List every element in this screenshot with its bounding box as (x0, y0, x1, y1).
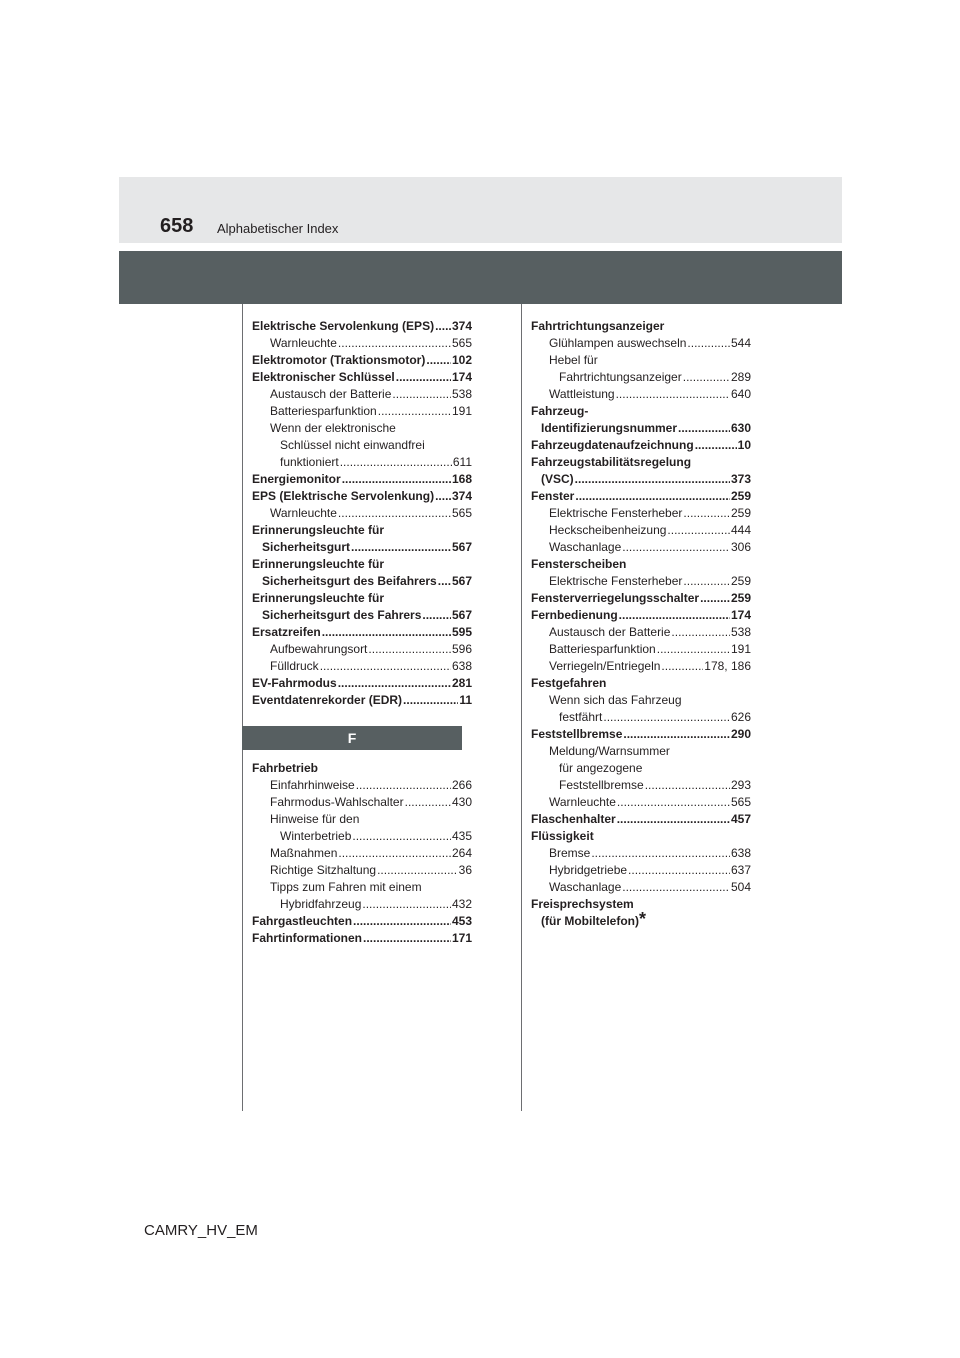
index-entry-page: 565 (451, 336, 472, 350)
index-entry-term: Hebel für (549, 353, 598, 367)
index-entry-page: 259 (730, 574, 751, 588)
index-entry-term: Maßnahmen (270, 846, 338, 860)
dot-leader (353, 913, 451, 930)
index-entry (252, 505, 472, 522)
index-entry-page: 191 (730, 642, 751, 656)
dot-leader (619, 607, 730, 624)
index-entry-term: Freisprechsystem (531, 897, 634, 911)
index-entry-term: Sicherheitsgurt (262, 540, 351, 554)
index-entry-page: 567 (451, 574, 472, 588)
index-entry-page: 567 (451, 540, 472, 554)
index-entry-term: Waschanlage (549, 540, 622, 554)
index-entry (252, 624, 472, 641)
index-entry-page: 174 (451, 370, 472, 384)
index-entry (531, 573, 751, 590)
index-entry (531, 624, 751, 641)
dot-leader (338, 335, 451, 352)
index-entry-page: 168 (451, 472, 472, 486)
right-index-column (531, 318, 751, 930)
index-entry-page: 102 (451, 353, 472, 367)
section-title: Alphabetischer Index (217, 221, 339, 236)
index-entry (531, 556, 751, 573)
index-entry-page: 264 (451, 846, 472, 860)
left-index-column (252, 318, 472, 947)
dot-leader (591, 845, 730, 862)
dot-leader (422, 607, 451, 624)
dot-leader (657, 641, 730, 658)
dark-band (119, 251, 842, 304)
index-entry-page: 638 (730, 846, 751, 860)
dot-leader (661, 658, 703, 675)
dot-leader (435, 318, 451, 335)
index-entry-page: 10 (737, 438, 751, 452)
index-entry (252, 777, 472, 794)
index-entry-term: Heckscheibenheizung (549, 523, 667, 537)
index-entry-term: Winterbetrieb (280, 829, 352, 843)
dot-leader (368, 641, 451, 658)
dot-leader (623, 726, 730, 743)
index-entry-term: Tipps zum Fahren mit einem (270, 880, 422, 894)
index-entry (531, 760, 751, 777)
left-column-rule (242, 304, 243, 1111)
index-entry (252, 845, 472, 862)
index-entry (531, 862, 751, 879)
index-entry: (für Mobiltelefon) * (541, 909, 646, 929)
index-entry-page: 453 (451, 914, 472, 928)
index-entry-term: Bremse (549, 846, 591, 860)
index-entry (252, 828, 472, 845)
index-entry-page: 444 (730, 523, 751, 537)
index-entry-term: EPS (Elektrische Servolenkung) (252, 489, 435, 503)
index-entry (252, 590, 472, 607)
index-entry-term: Ersatzreifen (252, 625, 321, 639)
index-entry-page: 565 (451, 506, 472, 520)
index-entry-term: festfährt (559, 710, 603, 724)
index-entry (531, 590, 751, 607)
dot-leader (622, 879, 730, 896)
index-entry-page: 637 (730, 863, 751, 877)
index-entry (531, 828, 751, 845)
index-entry (252, 896, 472, 913)
index-entry (252, 318, 472, 335)
index-entry-term: Festgefahren (531, 676, 607, 690)
index-entry-term: Richtige Sitzhaltung (270, 863, 377, 877)
middle-column-rule (521, 304, 522, 1111)
index-entry-term: Elektrische Fensterheber (549, 574, 683, 588)
dot-leader (645, 777, 730, 794)
dot-leader (695, 437, 737, 454)
index-entry (252, 573, 472, 590)
index-entry (531, 539, 751, 556)
dot-leader (351, 539, 451, 556)
dot-leader (403, 692, 458, 709)
index-entry-page: 457 (730, 812, 751, 826)
index-entry-term: Wattleistung (549, 387, 615, 401)
dot-leader (435, 488, 451, 505)
index-entry-term: Batteriesparfunktion (549, 642, 656, 656)
index-entry-term: Verriegeln/Entriegeln (549, 659, 661, 673)
dot-leader (700, 590, 730, 607)
index-entry (252, 930, 472, 947)
index-entry-term: Einfahrhinweise (270, 778, 355, 792)
dot-leader (687, 335, 730, 352)
index-entry (252, 862, 472, 879)
index-entry (252, 488, 472, 505)
letter-heading-f: F (242, 726, 462, 750)
dot-leader (616, 386, 730, 403)
dot-leader (396, 369, 451, 386)
index-entry-term: Sicherheitsgurt des Fahrers (262, 608, 422, 622)
index-entry (531, 811, 751, 828)
index-entry-term: Energiemonitor (252, 472, 341, 486)
index-entry-page: 630 (730, 421, 751, 435)
index-entry (531, 641, 751, 658)
index-entry (252, 760, 472, 777)
dot-leader (678, 420, 730, 437)
index-entry-term: Elektromotor (Traktionsmotor) (252, 353, 426, 367)
index-entry-page: 259 (730, 489, 751, 503)
index-entry (252, 794, 472, 811)
index-entry-page: 306 (730, 540, 751, 554)
index-entries-f (252, 760, 472, 947)
dot-leader (338, 505, 451, 522)
index-entry (252, 335, 472, 352)
index-entry-term: EV-Fahrmodus (252, 676, 337, 690)
index-entry-term: Feststellbremse (559, 778, 644, 792)
index-entry (531, 607, 751, 624)
index-entry-term: Hybridfahrzeug (280, 897, 362, 911)
index-entry (531, 522, 751, 539)
index-entry (252, 692, 472, 709)
index-entry-term: Eventdatenrekorder (EDR) (252, 693, 403, 707)
index-entry (531, 675, 751, 692)
dot-leader (671, 624, 730, 641)
index-entry-page: 374 (451, 489, 472, 503)
index-entry (531, 403, 751, 420)
index-entry-page: 374 (451, 319, 472, 333)
index-entry-term: Glühlampen auswechseln (549, 336, 687, 350)
index-entry-page: 596 (451, 642, 472, 656)
index-entry-page: 293 (730, 778, 751, 792)
dot-leader (352, 828, 451, 845)
index-entry-page: 435 (451, 829, 472, 843)
index-entry (531, 454, 751, 471)
dot-leader (320, 658, 451, 675)
index-entry-term: Austausch der Batterie (549, 625, 671, 639)
dot-leader (322, 624, 451, 641)
index-entry-term: Feststellbremse (531, 727, 623, 741)
index-entry (252, 386, 472, 403)
index-entry (252, 522, 472, 539)
dot-leader (378, 403, 451, 420)
index-entry (252, 454, 472, 471)
index-entry (252, 913, 472, 930)
index-entry-term: Waschanlage (549, 880, 622, 894)
index-entry (252, 607, 472, 624)
dot-leader (377, 862, 458, 879)
index-entry (252, 369, 472, 386)
index-entry (252, 403, 472, 420)
page-number: 658 (160, 215, 194, 237)
index-entry-page: 281 (451, 676, 472, 690)
dot-leader (340, 454, 452, 471)
index-entry-page: 626 (730, 710, 751, 724)
dot-leader (362, 896, 451, 913)
index-entry-page: 36 (458, 863, 472, 877)
index-entry (531, 488, 751, 505)
index-entry-term: Erinnerungsleuchte für (252, 557, 385, 571)
index-entry-page: 611 (452, 455, 472, 469)
dot-leader (622, 539, 730, 556)
index-entry-term: Batteriesparfunktion (270, 404, 377, 418)
dot-leader (667, 522, 730, 539)
index-entry-term: Hybridgetriebe (549, 863, 628, 877)
index-entry-page: 259 (730, 591, 751, 605)
index-entry-term: Hinweise für den (270, 812, 360, 826)
index-entry-term: Fensterscheiben (531, 557, 627, 571)
index-entry-term: Fahrtrichtungsanzeiger (531, 319, 665, 333)
index-entry-term: Elektronischer Schlüssel (252, 370, 395, 384)
index-entry (531, 505, 751, 522)
index-entry (531, 335, 751, 352)
index-entry-term: Fülldruck (270, 659, 319, 673)
index-entry (531, 692, 751, 709)
index-entry-page: 11 (459, 693, 472, 707)
index-entry (531, 743, 751, 760)
index-entry (531, 437, 751, 454)
index-entry-page: 640 (730, 387, 751, 401)
index-entry-term: Fahrgastleuchten (252, 914, 353, 928)
index-entry (252, 437, 472, 454)
index-entry (531, 658, 751, 675)
index-entry-term: Fensterverriegelungsschalter (531, 591, 700, 605)
index-entry (252, 352, 472, 369)
index-entry-page: 538 (451, 387, 472, 401)
index-entry (531, 879, 751, 896)
index-entry (252, 811, 472, 828)
index-entry-term: funktioniert (280, 455, 339, 469)
index-entry-term: Fahrmodus-Wahlschalter (270, 795, 404, 809)
index-entry-term: Warnleuchte (270, 336, 337, 350)
dot-leader (683, 369, 730, 386)
index-entry-term: Meldung/Warnsummer (549, 744, 670, 758)
index-entry-page: 544 (730, 336, 751, 350)
index-entry (531, 777, 751, 794)
index-entry-page: 565 (730, 795, 751, 809)
index-entry-term: Fahrtrichtungsanzeiger (559, 370, 682, 384)
index-entry-page: 432 (451, 897, 472, 911)
index-entry-term: Fahrzeugdatenaufzeichnung (531, 438, 694, 452)
index-entry-page: 266 (451, 778, 472, 792)
index-entry-term: (VSC) (541, 472, 574, 486)
dot-leader (628, 862, 730, 879)
index-entry-term: Aufbewahrungsort (270, 642, 368, 656)
dot-leader (392, 386, 451, 403)
index-entry (531, 709, 751, 726)
index-entry-term: Erinnerungsleuchte für (252, 591, 385, 605)
dot-leader (617, 811, 730, 828)
index-entry-term: Schlüssel nicht einwandfrei (280, 438, 425, 452)
index-entry-page: 259 (730, 506, 751, 520)
index-entry (531, 352, 751, 369)
dot-leader (683, 573, 730, 590)
index-entry-term: Warnleuchte (549, 795, 616, 809)
index-entry-page: 178, 186 (704, 659, 751, 673)
index-entry-page: 171 (451, 931, 472, 945)
index-entry-page: 595 (451, 625, 472, 639)
index-entry (252, 556, 472, 573)
index-entry-page: 504 (730, 880, 751, 894)
index-entry (252, 675, 472, 692)
index-entry-page: 538 (730, 625, 751, 639)
index-entry (531, 726, 751, 743)
dot-leader (683, 505, 730, 522)
index-entry-term: Wenn sich das Fahrzeug (549, 693, 682, 707)
dot-leader (575, 488, 730, 505)
index-entry-term: Warnleuchte (270, 506, 337, 520)
index-entry-term: (für Mobiltelefon) (541, 914, 639, 928)
index-entry (252, 879, 472, 896)
index-entry-page: 191 (451, 404, 472, 418)
index-entry-term: Elektrische Servolenkung (EPS) (252, 319, 435, 333)
index-entry-term: Erinnerungsleuchte für (252, 523, 385, 537)
index-entry-page: 289 (730, 370, 751, 384)
index-entry (252, 641, 472, 658)
dot-leader (405, 794, 451, 811)
index-entry-term: Fahrtinformationen (252, 931, 362, 945)
dot-leader (363, 930, 451, 947)
index-entry-term: Flüssigkeit (531, 829, 594, 843)
index-entries-f-continued (531, 318, 751, 930)
dot-leader (603, 709, 730, 726)
dot-leader (575, 471, 730, 488)
index-entry (531, 386, 751, 403)
index-entry-page: 373 (730, 472, 751, 486)
index-entry-term: Wenn der elektronische (270, 421, 396, 435)
index-entry-term: Fenster (531, 489, 575, 503)
dot-leader (338, 845, 451, 862)
index-entry-term: Sicherheitsgurt des Beifahrers (262, 574, 437, 588)
index-entry-term: für angezogene (559, 761, 643, 775)
dot-leader (438, 573, 451, 590)
index-entry-term: Flaschenhalter (531, 812, 616, 826)
index-entry (252, 471, 472, 488)
index-entry-term: Austausch der Batterie (270, 387, 392, 401)
index-entry (252, 420, 472, 437)
index-entry (531, 794, 751, 811)
index-entry-term: Elektrische Fensterheber (549, 506, 683, 520)
index-entry-term: Fahrzeugstabilitätsregelung (531, 455, 692, 469)
dot-leader (342, 471, 451, 488)
index-entry-term: Fernbedienung (531, 608, 618, 622)
index-entry-term: Fahrzeug- (531, 404, 589, 418)
dot-leader (426, 352, 451, 369)
index-entry-page: 174 (730, 608, 751, 622)
index-entry (531, 369, 751, 386)
index-entry-term: Fahrbetrieb (252, 761, 319, 775)
index-entry-term: Identifizierungsnummer (541, 421, 678, 435)
dot-leader (617, 794, 730, 811)
index-entry (531, 471, 751, 488)
index-entries-e (252, 318, 472, 709)
index-entry (531, 845, 751, 862)
index-entry-page: 290 (730, 727, 751, 741)
footer-doc-id: CAMRY_HV_EM (144, 1222, 258, 1239)
index-entry (252, 539, 472, 556)
index-entry (252, 658, 472, 675)
index-entry (531, 318, 751, 335)
index-entry (531, 420, 751, 437)
dot-leader (338, 675, 451, 692)
dot-leader (356, 777, 451, 794)
index-entry-page: 638 (451, 659, 472, 673)
index-entry-page: 567 (451, 608, 472, 622)
index-entry-page: 430 (451, 795, 472, 809)
